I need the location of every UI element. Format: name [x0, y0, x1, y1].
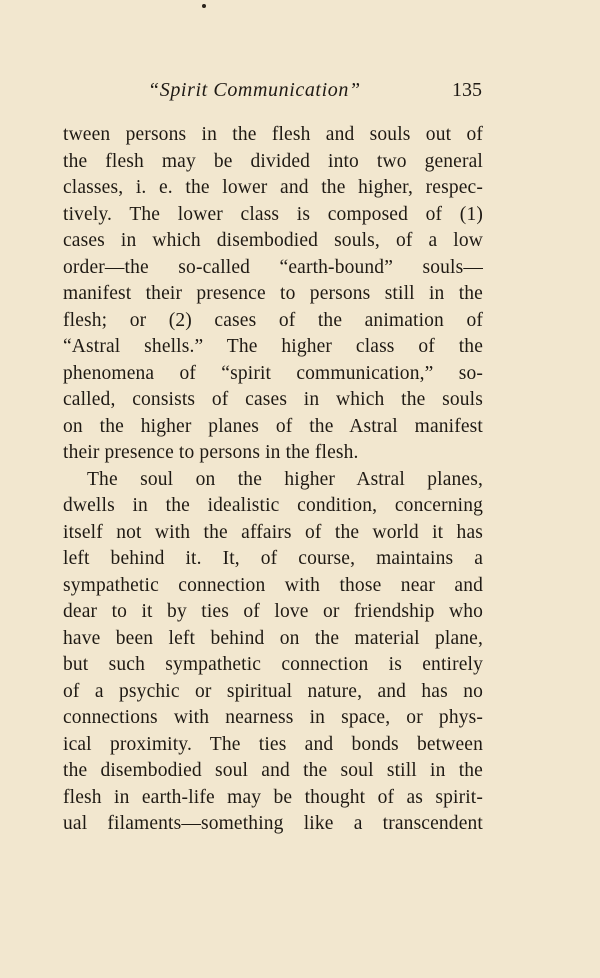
text-line: tween persons in the flesh and souls out of [63, 124, 483, 145]
text-line: flesh; or (2) cases of the animation of [63, 309, 483, 331]
text-line: cases in which disembodied souls, of a low [63, 230, 483, 251]
text-line: classes, i. e. the lower and the higher, respec- [63, 177, 483, 198]
text-line: dear to it by ties of love or friendship who [63, 601, 483, 622]
text-line: order—the so-called “earth-bound” souls— [63, 256, 483, 278]
text-line: have been left behind on the material plane, [63, 627, 483, 649]
text-line: manifest their presence to persons still in the [63, 283, 483, 304]
ink-speck [202, 4, 206, 8]
text-line: called, consists of cases in which the souls [63, 389, 483, 410]
text-line: ical proximity. The ties and bonds between [63, 733, 483, 755]
text-line: tively. The lower class is composed of (1) [63, 203, 483, 225]
text-line: of a psychic or spiritual nature, and has no [63, 680, 483, 702]
running-title: “Spirit Communication” [148, 79, 361, 101]
text-line: ual filaments—something like a transcendent [63, 813, 483, 834]
body-text [63, 122, 483, 838]
page-header [0, 79, 600, 105]
text-line: the disembodied soul and the soul still in the [63, 760, 483, 781]
text-line: flesh in earth-life may be thought of as spirit- [63, 786, 483, 808]
text-line: phenomena of “spirit communication,” so- [63, 362, 483, 384]
text-line: sympathetic connection with those near and [63, 574, 483, 596]
text-line: the flesh may be divided into two general [63, 150, 483, 172]
paragraph [63, 467, 483, 838]
text-line: dwells in the idealistic condition, concerning [63, 495, 483, 516]
text-line: The soul on the higher Astral planes, [87, 468, 483, 490]
text-line: their presence to persons in the flesh. [63, 442, 359, 463]
text-line: left behind it. It, of course, maintains a [63, 548, 483, 569]
text-line: itself not with the affairs of the world it has [63, 521, 483, 543]
text-line: on the higher planes of the Astral manifest [63, 415, 483, 437]
text-line: but such sympathetic connection is entirely [63, 654, 483, 675]
paragraph [63, 122, 483, 467]
text-line: connections with nearness in space, or phys- [63, 707, 483, 728]
text-line: “Astral shells.” The higher class of the [63, 336, 483, 357]
page-number: 135 [452, 79, 482, 101]
